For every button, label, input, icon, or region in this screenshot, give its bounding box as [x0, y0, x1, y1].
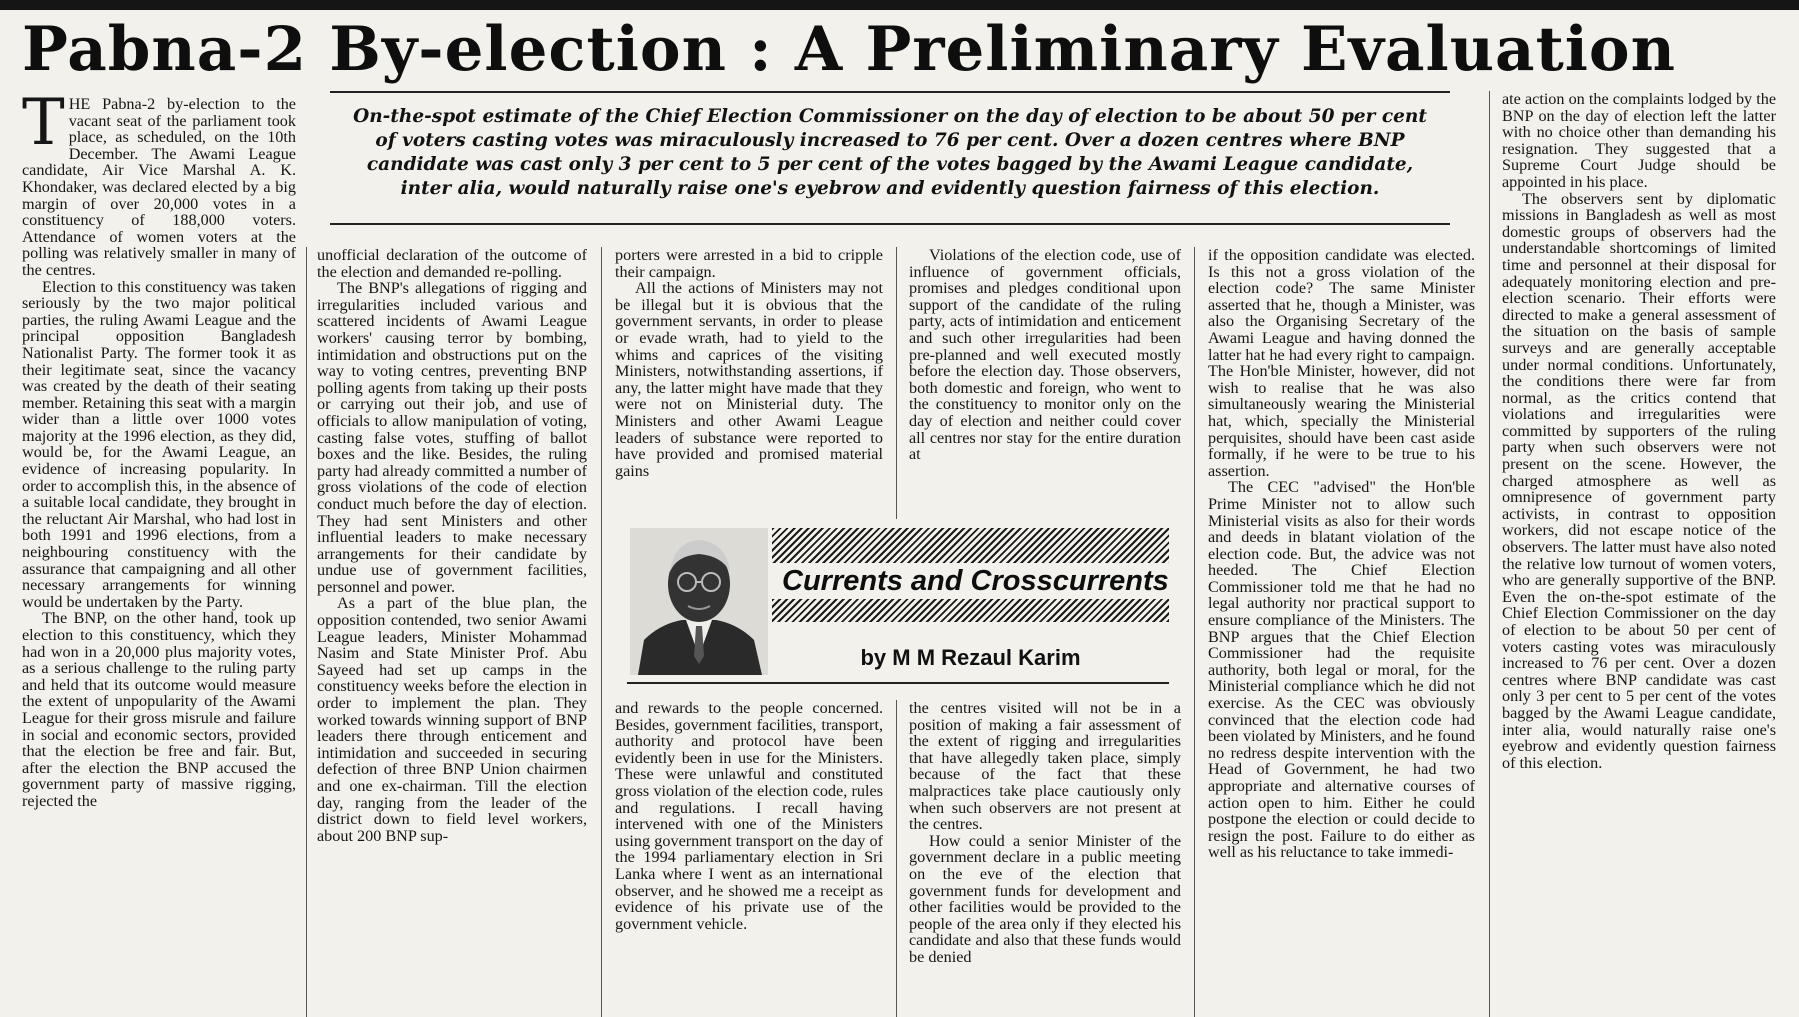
article-column-4-top	[909, 247, 1181, 519]
article-column-2	[317, 247, 587, 1017]
article-column-3-top	[615, 247, 883, 519]
paragraph: the centres visited will not be in a position of making a fair assessment of the extent of rigging and irregularities that have allegedly taken place, simply because of the fact that these malpractices take place cautiously only when such observers are not present at the centres.	[909, 700, 1181, 834]
paragraph: HE Pabna-2 by-election to the vacant seat of the parliament took place, as scheduled, on the 10th December. The Awami League candidate, Air Vice Marshal A. K. Khondaker, was declared elected by a big margin of over 20,000 votes in a constituency of 188,000 voters. Attendance of women voters at the polling was relatively smaller in many of the centres.	[22, 96, 296, 279]
column-rule	[1194, 247, 1195, 1017]
page-title: Pabna-2 By-election : A Preliminary Evaluation	[22, 14, 1676, 85]
article-column-4-bottom	[909, 700, 1181, 1017]
byline: by M M Rezaul Karim	[860, 645, 1081, 670]
paragraph: ate action on the complaints lodged by the BNP on the day of election left the latter with no choice other than demanding his resignation. They suggested that a Supreme Court Judge should be appointed in his place.	[1502, 91, 1776, 191]
paragraph: The BNP's allegations of rigging and irregularities included various and scattered incidents of Awami League workers' causing terror by bombing, intimidation and obstructions put on the way to voting centres, preventing BNP polling agents from taking up their posts or carrying out their job, and use of officials to allow manipulation of voting, casting false votes, stuffing of ballot boxes and the like. Besides, the ruling party had already committed a number of gross violations of the code of election conduct much before the day of election. They had sent Ministers and other influential leaders to make necessary arrangements for their candidate by undue use of government facilities, personnel and power.	[317, 279, 587, 596]
column-rule	[306, 247, 307, 1017]
paragraph: and rewards to the people concerned. Besides, government facilities, transport, authority and protocol have been evidently been in use for the Ministers. These were unlawful and constituted gross violation of the election code, rules and regulations. I recall having intervened with one of the Ministers using government transport on the day of the 1994 parliamentary election in Sri Lanka where I went as an international observer, and he showed me a receipt as evidence of his private use of the government vehicle.	[615, 700, 883, 933]
drop-cap: T	[22, 96, 65, 160]
author-portrait-icon	[630, 528, 768, 675]
pull-quote-text: On-the-spot estimate of the Chief Election Commissioner on the day of election to be about 50 per cent of voters casting votes was miraculously increased to 76 per cent. Over a dozen centres where BNP candidate was cast only 3 per cent to 5 per cent of the votes bagged by the Awami League candidate, inter alia, would naturally raise one's eyebrow and evidently question fairness of this election.	[353, 106, 1427, 199]
paragraph: if the opposition candidate was elected. Is this not a gross violation of the election code? The same Minister asserted that he, though a Minister, was also the Organising Secretary of the Awami League and having donned the latter hat he had every right to campaign. The Hon'ble Minister, however, did not wish to realise that he was also simultaneously wearing the Ministerial hat, which, specially the Ministerial perquisites, should have been cast aside formally, if he were to be true to his assertion.	[1208, 247, 1475, 480]
article-column-1	[22, 96, 296, 1017]
paragraph: How could a senior Minister of the government declare in a public meeting on the eve of the election that government funds for development and other facilities would be provided to the people of the area only if they elected his candidate and also that these funds would be denied	[909, 831, 1181, 966]
article-column-3-bottom	[615, 700, 883, 1017]
paragraph: The CEC "advised" the Hon'ble Prime Minister not to allow such Ministerial visits as also for their words and deeds in blatant violation of the election code. But, the advice was not heeded. The Chief Election Commissioner told me that he had no legal authority nor practical support to ensure compliance of the Ministers. The BNP argues that the Chief Election Commissioner had the requisite authority, both legal or moral, for the Ministerial compliance which he did not exercise. As the CEC was obviously convinced that the election code had been violated by Ministers, and he found no redress despite intervention with the Head of Government, he had two appropriate and alternative courses of action open to him. Either he could postpone the election or could decide to resign the post. Failure to do either as well as his reluctance to take immedi-	[1208, 478, 1475, 862]
column-rule	[1489, 91, 1490, 1017]
paragraph: All the actions of Ministers may not be illegal but it is obvious that the government servants, in order to please or evade wrath, had to yield to the whims and caprices of the visiting Ministers, notwithstanding assertions, if any, the latter might have made that they were not on Ministerial duty. The Ministers and other Awami League leaders of substance were reported to have provided and promised material gains	[615, 279, 883, 480]
author-photo	[630, 528, 768, 675]
article-column-5	[1208, 247, 1475, 1017]
paragraph: Election to this constituency was taken seriously by the two major political parties, the ruling Awami League and the principal opposition Bangladesh Nationalist Party. The former took it as their legitimate seat, since the vacancy was created by the death of their seating member. Retaining this seat with a margin wider than a little over 1000 votes majority at the 1996 election, as they did, would be, for the Awami League, an evidence of increasing popularity. In order to accomplish this, in the absence of a suitable local candidate, they brought in the reluctant Air Marshal, who had lost in both 1991 and 1996 elections, from a neighbouring constituency with the assurance that campaigning and all other necessary arrangements for winning would be undertaken by the Party.	[22, 277, 296, 611]
paragraph: As a part of the blue plan, the opposition contended, two senior Awami League leaders, Minister Mohammad Nasim and State Minister Prof. Abu Sayeed had set up camps in the constituency weeks before the election in order to implement the plan. They worked towards winning support of BNP leaders there through enticement and intimidation and succeeded in securing defection of three BNP Union chairmen and one ex-chairman. Till the election day, ranging from the leader of the district down to field level workers, about 200 BNP sup-	[317, 594, 587, 845]
paragraph: Violations of the election code, use of influence of government officials, promises and pledges conditional upon support of the candidate of the ruling party, acts of intimidation and enticement and such other irregularities had been pre-planned and well executed mostly before the election day. Those observers, both domestic and foreign, who went to the constituency to monitor only on the day of election and neither could cover all centres nor stay for the entire duration at	[909, 247, 1181, 464]
column-rule	[896, 247, 897, 519]
top-rule	[0, 0, 1799, 10]
column-banner	[627, 523, 1169, 684]
paragraph: The BNP, on the other hand, took up election to this constituency, which they had won in a 20,000 plus majority votes, as a serious challenge to the ruling party and held that its outcome would measure the extent of unpopularity of the Awami League for their gross misrule and failure in social and economic sectors, provided that the election be free and fair. But, after the election the BNP accused the government party of massive rigging, rejected the	[22, 609, 296, 810]
paragraph: unofficial declaration of the outcome of the election and demanded re-polling.	[317, 247, 587, 281]
article-column-6	[1502, 91, 1776, 1017]
column-rule	[896, 700, 897, 1017]
paragraph: The observers sent by diplomatic missions in Bangladesh as well as most domestic groups of observers had the understandable shortcomings of limited time and personnel at their disposal for adequately monitoring election and pre-election scenario. Their efforts were directed to make a general assessment of the situation on the basis of sample surveys and are generally acceptable under normal conditions. Unfortunately, the conditions there were far from normal, as the critics contend that violations and irregularities were committed by supporters of the ruling party when such observers were not present on the scene. However, the charged atmosphere as well as omnipresence of government party activists, in contrast to opposition workers, did not escape notice of the observers. The latter must have also noted the relative low turnout of women voters, who are generally supportive of the BNP. Even the on-the-spot estimate of the Chief Election Commissioner on the day of election to be about 50 per cent of voters casting votes was miraculously increased to 76 per cent. Over a dozen centres where BNP candidate was cast only 3 per cent to 5 per cent of the votes bagged by the Awami League candidate, inter alia, would naturally raise one's eyebrow and evidently question fairness of this election.	[1502, 189, 1776, 772]
pull-quote	[330, 91, 1450, 225]
column-rule	[601, 247, 602, 1017]
paragraph: porters were arrested in a bid to cripple their campaign.	[615, 247, 883, 281]
column-name: Currents and Crosscurrents	[772, 563, 1169, 599]
